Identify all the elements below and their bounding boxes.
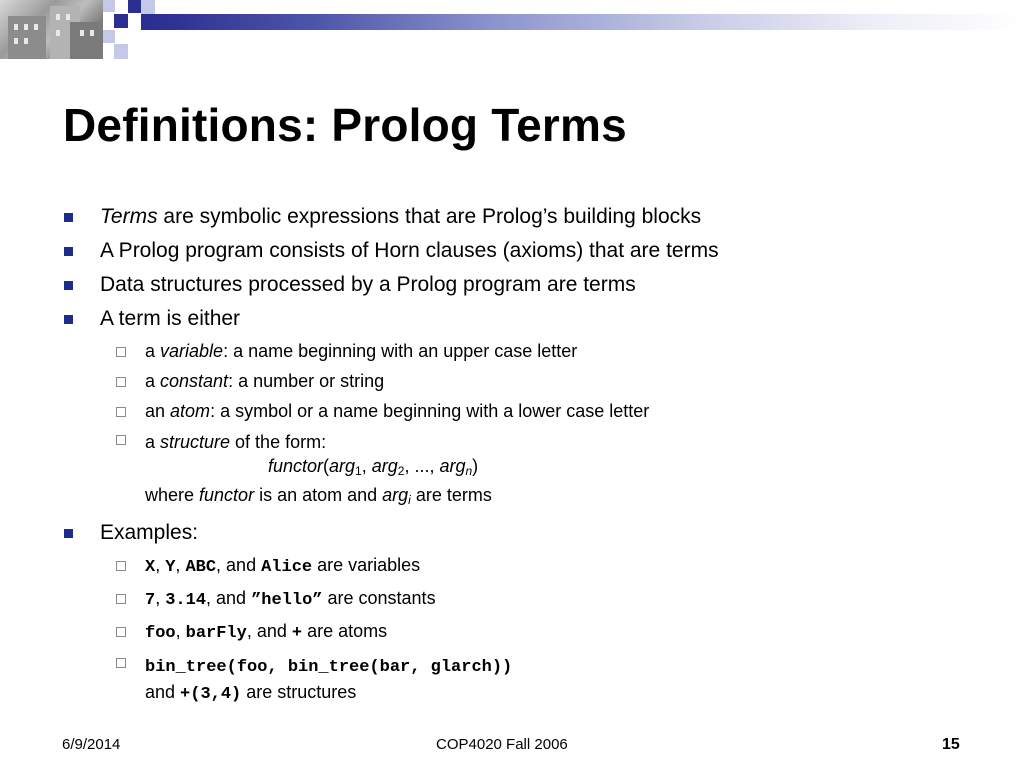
hollow-square-bullet-icon xyxy=(116,347,126,357)
sub-bullet-variable: a variable: a name beginning with an upper case letter xyxy=(62,336,992,366)
example-constants: 7, 3.14, and ”hello” are constants xyxy=(62,583,992,616)
hollow-square-bullet-icon xyxy=(116,407,126,417)
example-structures: bin_tree(foo, bin_tree(bar, glarch)) and +(3,4) are structures xyxy=(62,649,992,711)
hollow-square-bullet-icon xyxy=(116,377,126,387)
bullet-terms: Terms are symbolic expressions that are Prolog’s building blocks xyxy=(62,200,992,234)
example-variables: X, Y, ABC, and Alice are variables xyxy=(62,550,992,583)
square-bullet-icon xyxy=(64,213,73,222)
square-bullet-icon xyxy=(64,315,73,324)
sub-bullet-atom: an atom: a symbol or a name beginning with a lower case letter xyxy=(62,396,992,426)
sub-bullet-structure: a structure of the form: functor(arg$_1$, arg$_2$, ..., arg$_n$) where functor is an atom and arg$_i$ are terms xyxy=(62,426,992,516)
bullet-term-is-either: A term is either xyxy=(62,302,992,336)
hollow-square-bullet-icon xyxy=(116,594,126,604)
hollow-square-bullet-icon xyxy=(116,435,126,445)
sub-bullet-constant: a constant: a number or string xyxy=(62,366,992,396)
square-bullet-icon xyxy=(64,247,73,256)
slide-title: Definitions: Prolog Terms xyxy=(63,99,627,151)
slide-content xyxy=(62,200,992,711)
slide-number: 15 xyxy=(942,736,960,753)
header-square xyxy=(114,14,128,28)
header-gradient-band xyxy=(156,14,1024,30)
header-square xyxy=(103,30,115,43)
footer-course: COP4020 Fall 2006 xyxy=(436,736,568,753)
bullet-examples: Examples: xyxy=(62,516,992,550)
example-atoms: foo, barFly, and + are atoms xyxy=(62,616,992,649)
header-square xyxy=(141,0,155,14)
square-bullet-icon xyxy=(64,529,73,538)
square-bullet-icon xyxy=(64,281,73,290)
bullet-data-structures: Data structures processed by a Prolog program are terms xyxy=(62,268,992,302)
bullet-horn-clauses: A Prolog program consists of Horn clauses (axioms) that are terms xyxy=(62,234,992,268)
header-square xyxy=(141,14,156,30)
footer-date: 6/9/2014 xyxy=(62,736,121,753)
header-square xyxy=(128,0,141,13)
header-square xyxy=(103,0,115,12)
header-photo xyxy=(0,0,103,59)
hollow-square-bullet-icon xyxy=(116,658,126,668)
hollow-square-bullet-icon xyxy=(116,627,126,637)
hollow-square-bullet-icon xyxy=(116,561,126,571)
header-square xyxy=(114,44,128,59)
